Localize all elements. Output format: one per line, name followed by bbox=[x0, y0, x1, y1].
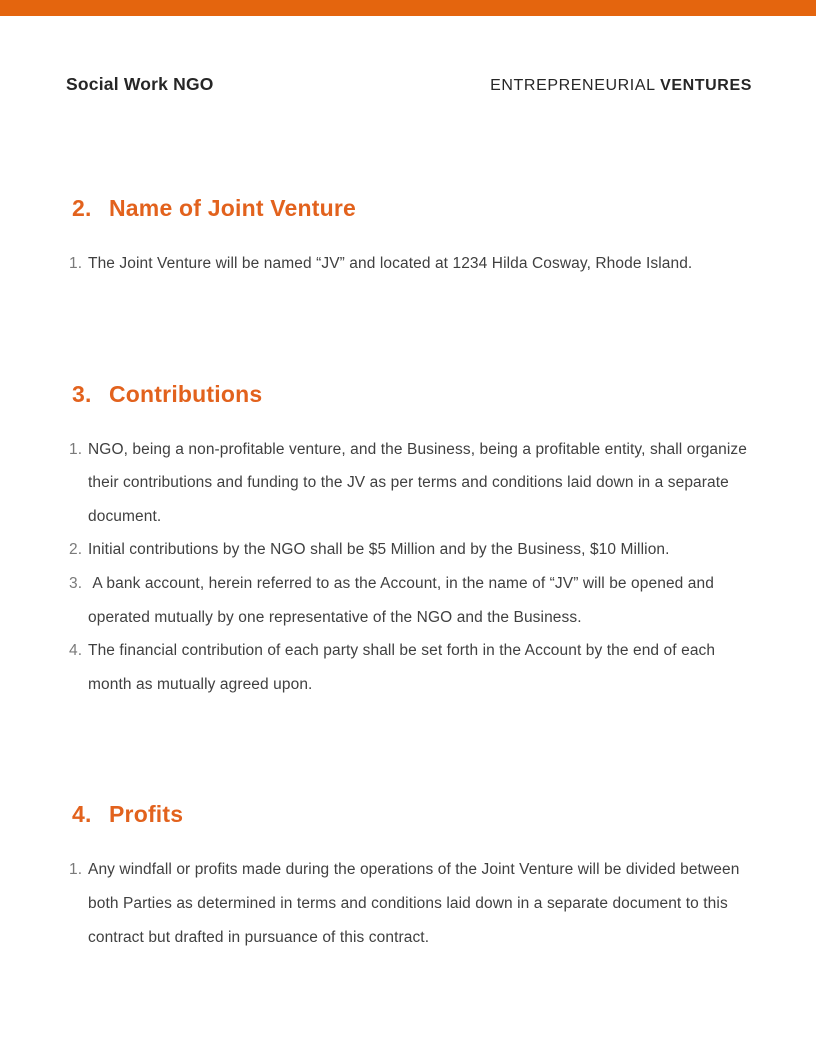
section-title: Profits bbox=[109, 801, 184, 828]
section-number: 3. bbox=[72, 380, 92, 407]
list-item bbox=[66, 247, 754, 281]
list-item-text: The Joint Venture will be named “JV” and located at 1234 Hilda Cosway, Rhode Island. bbox=[88, 255, 693, 272]
section-profits bbox=[66, 801, 756, 954]
list-item-number: 1. bbox=[69, 861, 83, 879]
section-title: Name of Joint Venture bbox=[109, 195, 357, 221]
brand-right-bold: VENTURES bbox=[660, 77, 752, 94]
list-item bbox=[66, 433, 754, 534]
section-number: 2. bbox=[72, 195, 92, 221]
section-heading bbox=[66, 381, 756, 408]
list-item bbox=[66, 634, 754, 701]
list-item-number: 3. bbox=[69, 574, 83, 592]
section-title: Contributions bbox=[109, 380, 263, 407]
clause-list bbox=[66, 853, 756, 954]
list-item-text: A bank account, herein referred to as the Account, in the name of “JV” will be opened and operated mutually by one representative of the NGO and the Business. bbox=[88, 574, 719, 626]
section-heading bbox=[66, 195, 756, 222]
document-header bbox=[66, 74, 752, 95]
brand-left: Social Work NGO bbox=[66, 74, 214, 94]
list-item-text: The financial contribution of each party shall be set forth in the Account by the end of each month as mutually agreed upon. bbox=[88, 642, 720, 693]
list-item-number: 2. bbox=[69, 541, 83, 559]
top-accent-bar bbox=[0, 0, 816, 16]
list-item-number: 1. bbox=[69, 255, 83, 272]
brand-right-regular: ENTREPRENEURIAL bbox=[490, 77, 661, 94]
list-item-text: Any windfall or profits made during the operations of the Joint Venture will be divided between both Parties as determined in terms and conditions laid down in a separate document to this contract but drafted in pursuance of this contract. bbox=[88, 861, 744, 946]
clause-list bbox=[66, 247, 756, 281]
list-item-number: 4. bbox=[69, 642, 83, 660]
list-item-number: 1. bbox=[69, 440, 83, 458]
section-name-of-joint-venture bbox=[66, 195, 756, 281]
document-body bbox=[66, 195, 756, 954]
list-item bbox=[66, 853, 754, 954]
list-item bbox=[66, 567, 754, 634]
list-item bbox=[66, 533, 754, 567]
list-item-text: Initial contributions by the NGO shall be $5 Million and by the Business, $10 Million. bbox=[88, 541, 670, 559]
clause-list bbox=[66, 433, 756, 702]
section-contributions bbox=[66, 381, 756, 702]
section-number: 4. bbox=[72, 801, 92, 828]
section-heading bbox=[66, 801, 756, 828]
list-item-text: NGO, being a non-profitable venture, and the Business, being a profitable entity, shall organize their contributions and funding to the JV as per terms and conditions laid down in a separate document. bbox=[88, 440, 752, 525]
brand-right bbox=[490, 77, 752, 95]
